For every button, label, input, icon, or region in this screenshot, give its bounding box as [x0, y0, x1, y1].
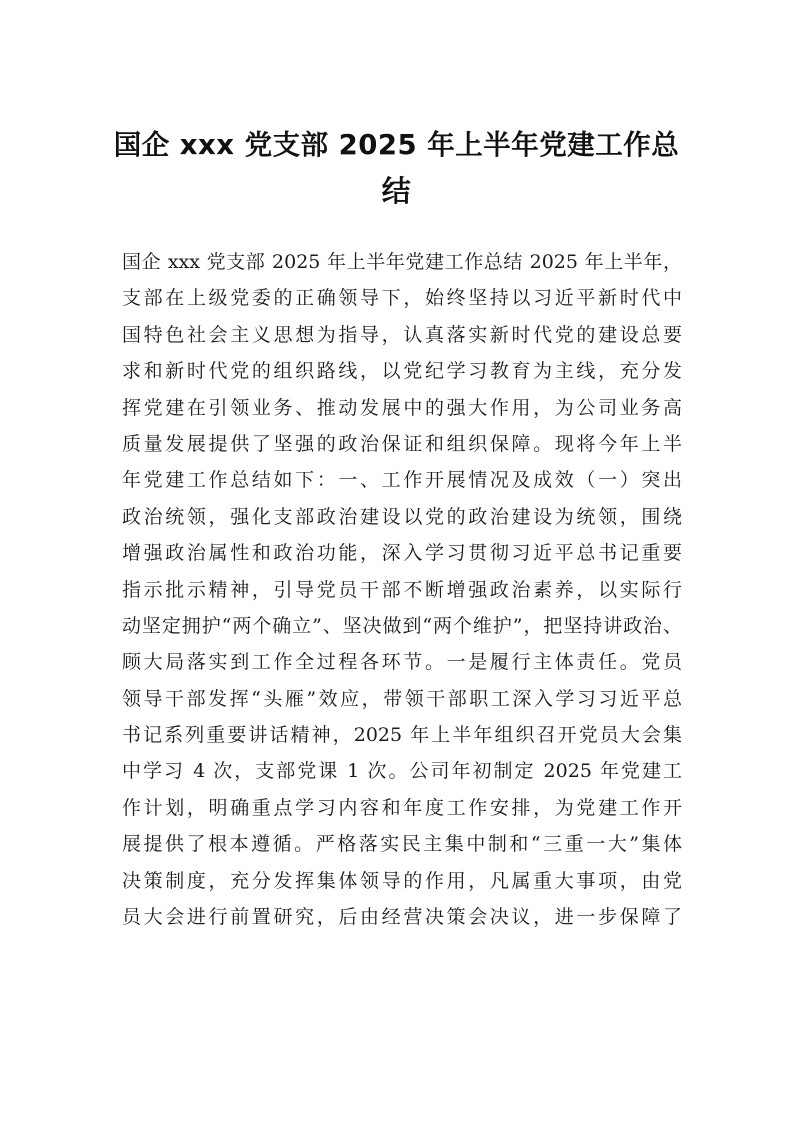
body-line: 年党建工作总结如下：一、工作开展情况及成效（一）突出 [122, 469, 682, 492]
title-line: 结 [381, 174, 412, 208]
body-line: 员大会进行前置研究，后由经营决策会决议，进一步保障了 [122, 906, 682, 929]
body-line: 展提供了根本遵循。严格落实民主集中制和“三重一大”集体 [122, 833, 682, 856]
body-line: 求和新时代党的组织路线，以党纪学习教育为主线，充分发 [122, 360, 682, 383]
body-line: 动坚定拥护“两个确立”、坚决做到“两个维护”，把坚持讲政治、 [122, 614, 682, 637]
body-line: 国企 xxx 党支部 2025 年上半年党建工作总结 2025 年上半年， [122, 251, 682, 273]
body-line: 支部在上级党委的正确领导下，始终坚持以习近平新时代中 [122, 287, 682, 310]
body-line: 领导干部发挥“头雁”效应，带领干部职工深入学习习近平总 [122, 687, 682, 710]
title-line: 国企 xxx 党支部 2025 年上半年党建工作总 [113, 129, 680, 161]
body-line: 指示批示精神，引导党员干部不断增强政治素养，以实际行 [122, 578, 682, 601]
body-line: 决策制度，充分发挥集体领导的作用，凡属重大事项，由党 [122, 869, 682, 892]
body-line: 书记系列重要讲话精神，2025 年上半年组织召开党员大会集 [122, 724, 682, 747]
body-line: 政治统领，强化支部政治建设以党的政治建设为统领，围绕 [122, 505, 682, 528]
body-line: 增强政治属性和政治功能，深入学习贯彻习近平总书记重要 [122, 542, 682, 565]
document-title [110, 122, 683, 214]
body-line: 国特色社会主义思想为指导，认真落实新时代党的建设总要 [122, 323, 682, 346]
document-body [122, 244, 682, 935]
body-line: 中学习 4 次，支部党课 1 次。公司年初制定 2025 年党建工 [122, 760, 682, 783]
body-line: 挥党建在引领业务、推动发展中的强大作用，为公司业务高 [122, 396, 682, 419]
body-line: 作计划，明确重点学习内容和年度工作安排，为党建工作开 [122, 796, 682, 819]
body-line: 顾大局落实到工作全过程各环节。一是履行主体责任。党员 [122, 651, 682, 674]
body-line: 质量发展提供了坚强的政治保证和组织保障。现将今年上半 [122, 432, 682, 455]
